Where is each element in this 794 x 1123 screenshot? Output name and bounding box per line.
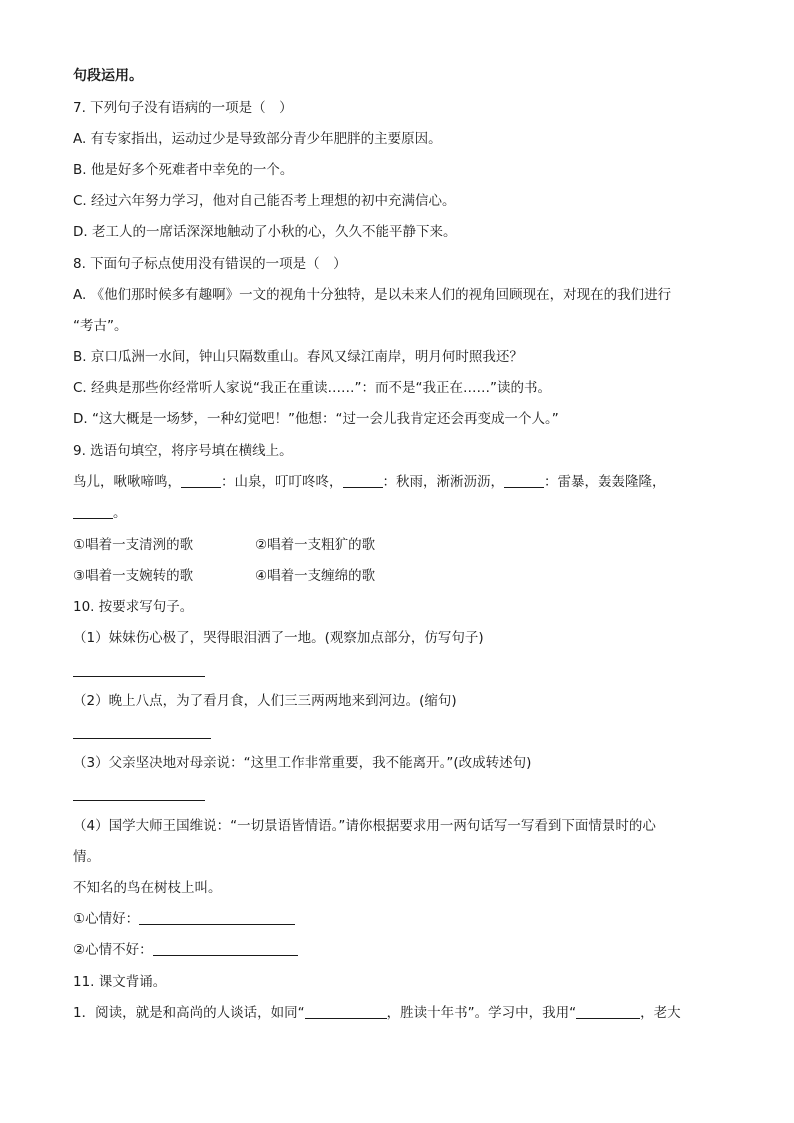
q7-stem: 7. 下列句子没有语病的一项是（ ） [73, 100, 293, 116]
q10-mood-good-blank[interactable] [139, 910, 295, 925]
q10-sub-4: （4）国学大师王国维说：“一切景语皆情语。”请你根据要求用一两句话写一写看到下面情景时的心 [73, 818, 656, 834]
q7-option-b: B. 他是好多个死难者中幸免的一个。 [73, 162, 294, 178]
q8-option-b: B. 京口瓜洲一水间，钟山只隔数重山。春风又绿江南岸，明月何时照我还？ [73, 349, 523, 365]
q10-mood-good [73, 910, 723, 928]
q7-option-d: D. 老工人的一席话深深地触动了小秋的心，久久不能平静下来。 [73, 224, 457, 240]
q9-options-row-2 [73, 567, 723, 585]
q9-option-1: ①唱着一支清洌的歌 [73, 537, 194, 553]
section-title: 句段运用。 [73, 68, 143, 84]
q10-mood-bad-blank[interactable] [153, 941, 298, 956]
q8-option-a-cont: “考古”。 [73, 318, 128, 334]
q10-mood-bad-label: ②心情不好： [73, 942, 153, 958]
q10-mood-bad [73, 941, 723, 959]
q9-passage-end [73, 504, 723, 522]
q10-answer-line-3[interactable] [73, 800, 205, 801]
q11-part-2: ，胜读十年书”。学习中，我用“ [386, 1005, 577, 1021]
q10-stem: 10. 按要求写句子。 [73, 599, 194, 615]
q9-part-3: ：秋雨，淅淅沥沥， [382, 474, 504, 490]
q10-sub-1: （1）妹妹伤心极了，哭得眼泪洒了一地。(观察加点部分，仿写句子) [73, 630, 484, 646]
q11-blank-2[interactable] [576, 1004, 640, 1019]
q11-part-3: ，老大 [640, 1005, 681, 1021]
q10-sub-2: （2）晚上八点，为了看月食，人们三三两两地来到河边。(缩句) [73, 693, 457, 709]
q7-option-a: A. 有专家指出，运动过少是导致部分青少年肥胖的主要原因。 [73, 131, 442, 147]
q9-option-2: ②唱着一支粗犷的歌 [255, 537, 376, 553]
q9-blank-3[interactable] [504, 473, 544, 488]
q9-passage [73, 473, 723, 491]
q11-line-1 [73, 1004, 723, 1022]
q10-answer-line-2[interactable] [73, 738, 211, 739]
q9-part-1: 鸟儿，啾啾啼鸣， [73, 474, 181, 490]
q8-option-c: C. 经典是那些你经常听人家说“我正在重读……”：而不是“我正在……”读的书。 [73, 380, 551, 396]
q9-option-3: ③唱着一支婉转的歌 [73, 568, 194, 584]
q10-sub-3: （3）父亲坚决地对母亲说：“这里工作非常重要，我不能离开。”(改成转述句) [73, 755, 532, 771]
q11-blank-1[interactable] [305, 1004, 387, 1019]
q9-part-4: ：雷暴，轰轰隆隆， [544, 474, 666, 490]
q9-stem: 9. 选语句填空，将序号填在横线上。 [73, 443, 293, 459]
q10-scene: 不知名的鸟在树枝上叫。 [73, 880, 222, 896]
q8-option-d: D. “这大概是一场梦，一种幻觉吧！”他想：“过一会儿我肯定还会再变成一个人。” [73, 411, 559, 427]
q10-mood-good-label: ①心情好： [73, 911, 140, 927]
q9-part-5: 。 [113, 505, 127, 521]
q9-blank-2[interactable] [343, 473, 383, 488]
q9-blank-4[interactable] [73, 504, 113, 519]
q8-stem: 8. 下面句子标点使用没有错误的一项是（ ） [73, 256, 347, 272]
q8-option-a: A. 《他们那时候多有趣啊》一文的视角十分独特，是以未来人们的视角回顾现在，对现在的我们进行 [73, 287, 672, 303]
q9-options-row-1 [73, 536, 723, 554]
q10-sub-4-cont: 情。 [73, 849, 100, 865]
q9-option-4: ④唱着一支缠绵的歌 [255, 568, 376, 584]
q11-part-1: 1．阅读，就是和高尚的人谈话，如同“ [73, 1005, 305, 1021]
q10-answer-line-1[interactable] [73, 676, 205, 677]
q11-stem: 11. 课文背诵。 [73, 974, 167, 990]
q7-option-c: C. 经过六年努力学习，他对自己能否考上理想的初中充满信心。 [73, 193, 456, 209]
q9-blank-1[interactable] [181, 473, 221, 488]
q9-part-2: ：山泉，叮叮咚咚， [221, 474, 343, 490]
